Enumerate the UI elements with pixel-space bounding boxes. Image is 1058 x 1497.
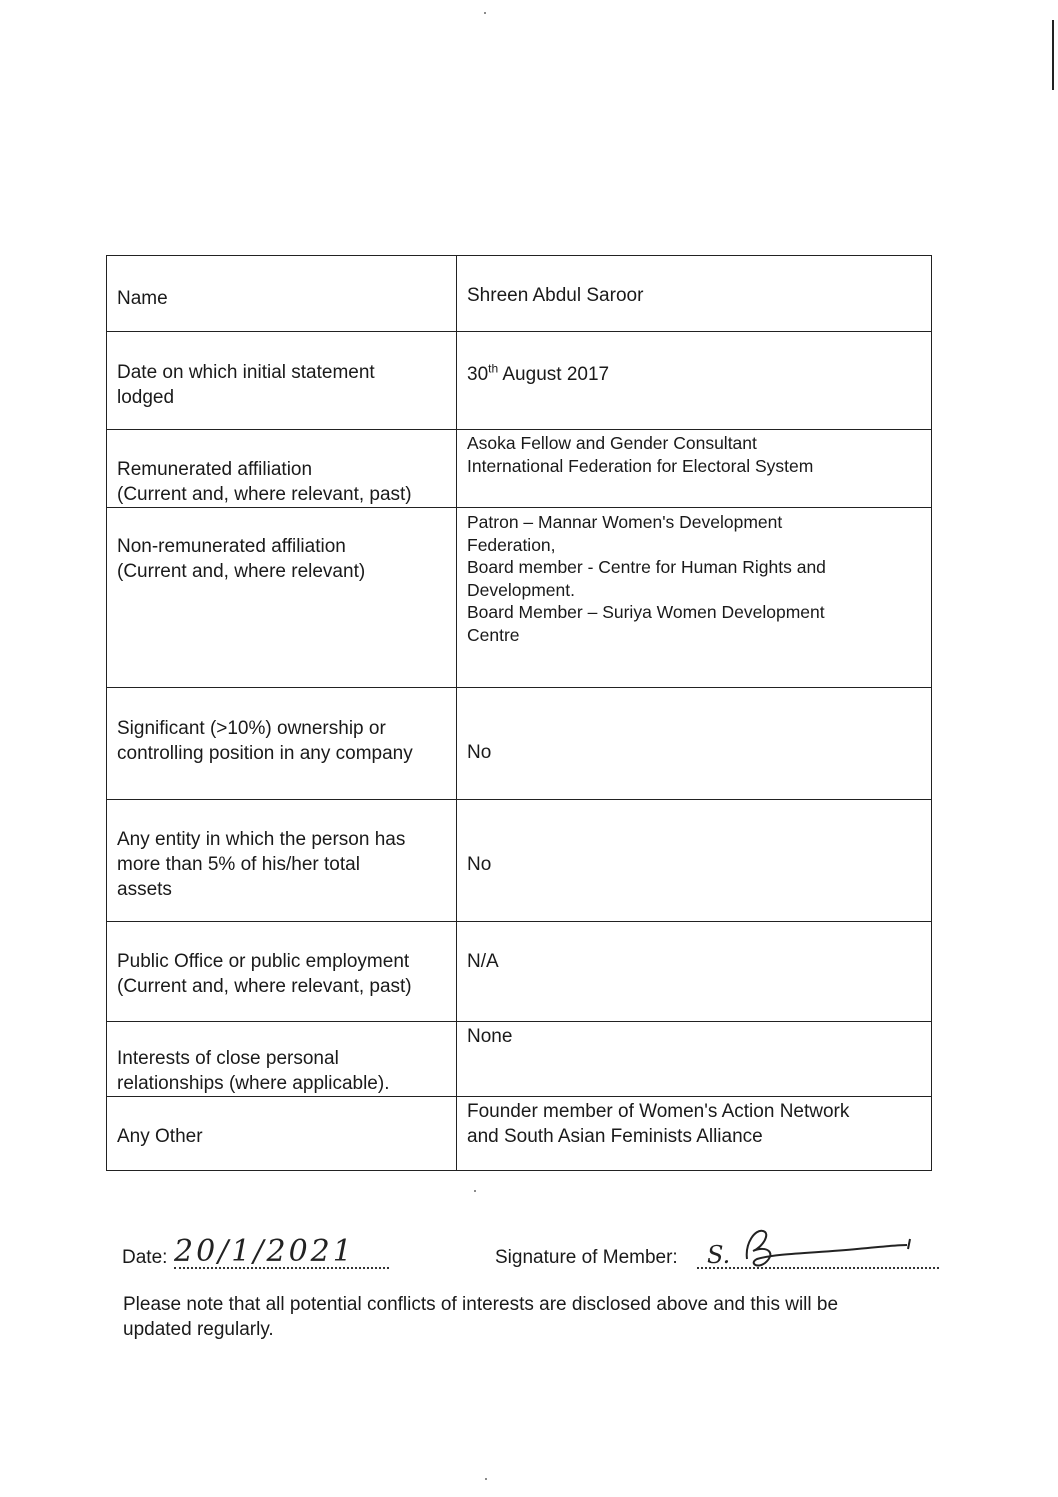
date-lodged-day: 30	[467, 364, 489, 386]
remunerated-label: Remunerated affiliation (Current and, where relevant, past)	[117, 459, 412, 505]
interests-table	[106, 255, 932, 1171]
date-label: Date:	[122, 1247, 168, 1268]
scan-speck	[474, 1190, 476, 1192]
row-label	[107, 256, 457, 332]
name-label: Name	[117, 288, 168, 309]
name-value: Shreen Abdul Saroor	[467, 285, 644, 306]
row-label	[107, 1022, 457, 1097]
row-value	[457, 800, 932, 922]
ownership-label: Significant (>10%) ownership or controlling position in any company	[117, 718, 413, 764]
close-relationships-label: Interests of close personal relationships (where applicable).	[117, 1048, 390, 1094]
any-other-value: Founder member of Women's Action Network and South Asian Feminists Alliance	[467, 1101, 850, 1147]
row-value	[457, 922, 932, 1022]
date-lodged-month-year: August 2017	[498, 364, 610, 386]
row-value	[457, 430, 932, 508]
date-lodged-label: Date on which initial statement lodged	[117, 362, 375, 408]
public-office-value: N/A	[467, 951, 499, 972]
table-row-name	[107, 256, 932, 332]
disclosure-note-text: Please note that all potential conflicts of interests are disclosed above and this will be updated regularly.	[123, 1294, 839, 1340]
ownership-value: No	[467, 742, 492, 763]
date-lodged-value	[467, 364, 609, 385]
table-row-non-remunerated	[107, 508, 932, 688]
table-row-entity-assets	[107, 800, 932, 922]
date-lodged-ordinal: th	[488, 362, 499, 376]
row-value	[457, 1022, 932, 1097]
signature-label: Signature of Member:	[495, 1247, 678, 1268]
disclosure-note	[123, 1292, 943, 1342]
scan-speck	[484, 12, 486, 14]
table-row-close-relationships	[107, 1022, 932, 1097]
handwritten-date: 20/1/2021	[174, 1234, 355, 1269]
close-relationships-value: None	[467, 1026, 513, 1047]
scan-edge-mark	[1052, 20, 1054, 90]
row-label	[107, 430, 457, 508]
signature-footer	[122, 1225, 942, 1275]
table-row-date-lodged	[107, 332, 932, 430]
row-label	[107, 800, 457, 922]
public-office-label: Public Office or public employment (Current and, where relevant, past)	[117, 951, 412, 997]
table-row-any-other	[107, 1097, 932, 1171]
row-label	[107, 922, 457, 1022]
any-other-label: Any Other	[117, 1126, 203, 1147]
remunerated-value: Asoka Fellow and Gender Consultant International Federation for Electoral System	[467, 433, 814, 476]
table-row-public-office	[107, 922, 932, 1022]
row-label	[107, 508, 457, 688]
row-value	[457, 688, 932, 800]
row-label	[107, 332, 457, 430]
entity-assets-label: Any entity in which the person has more than 5% of his/her total assets	[117, 829, 406, 900]
non-remunerated-value: Patron – Mannar Women's Development Federation, Board member - Centre for Human Rights and Development. Board Member – Suriya Women Development Centre	[467, 512, 826, 645]
row-label	[107, 688, 457, 800]
row-value	[457, 508, 932, 688]
signature-initial: S.	[707, 1241, 731, 1269]
row-label	[107, 1097, 457, 1171]
scan-speck	[485, 1478, 487, 1480]
table-row-remunerated	[107, 430, 932, 508]
table-row-ownership	[107, 688, 932, 800]
row-value	[457, 256, 932, 332]
entity-assets-value: No	[467, 854, 492, 875]
row-value	[457, 1097, 932, 1171]
row-value	[457, 332, 932, 430]
handwritten-signature	[707, 1223, 927, 1273]
non-remunerated-label: Non-remunerated affiliation (Current and, where relevant)	[117, 536, 366, 582]
